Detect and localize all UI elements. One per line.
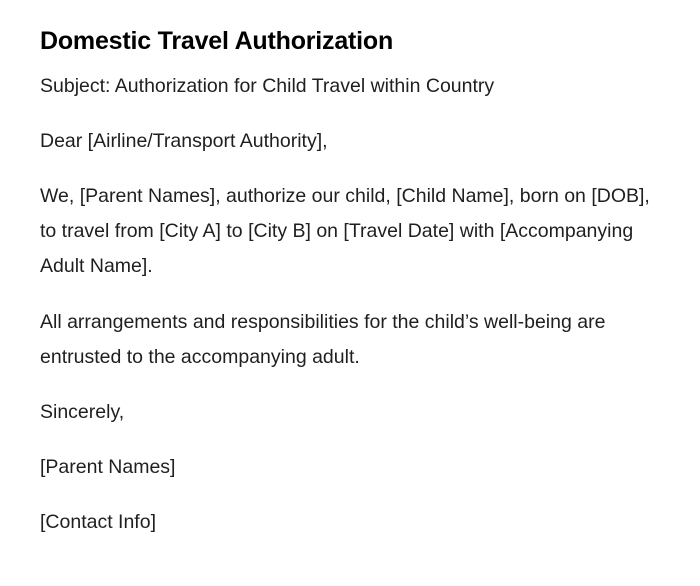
greeting-line: Dear [Airline/Transport Authority], <box>40 130 328 152</box>
subject-line: Subject: Authorization for Child Travel within Country <box>40 75 495 97</box>
letter-document <box>40 22 660 540</box>
body-paragraph-responsibilities: All arrangements and responsibilities for the child’s well-being are entrusted to the accompanying adult. <box>40 311 606 368</box>
signature-contact: [Contact Info] <box>40 511 156 533</box>
document-title: Domestic Travel Authorization <box>40 27 394 55</box>
closing-line: Sincerely, <box>40 401 125 423</box>
body-paragraph-authorization: We, [Parent Names], authorize our child, [Child Name], born on [DOB], to travel from [City A] to [City B] on [Travel Date] with [Accompanying Adult Name]. <box>40 185 650 277</box>
signature-names: [Parent Names] <box>40 456 176 478</box>
